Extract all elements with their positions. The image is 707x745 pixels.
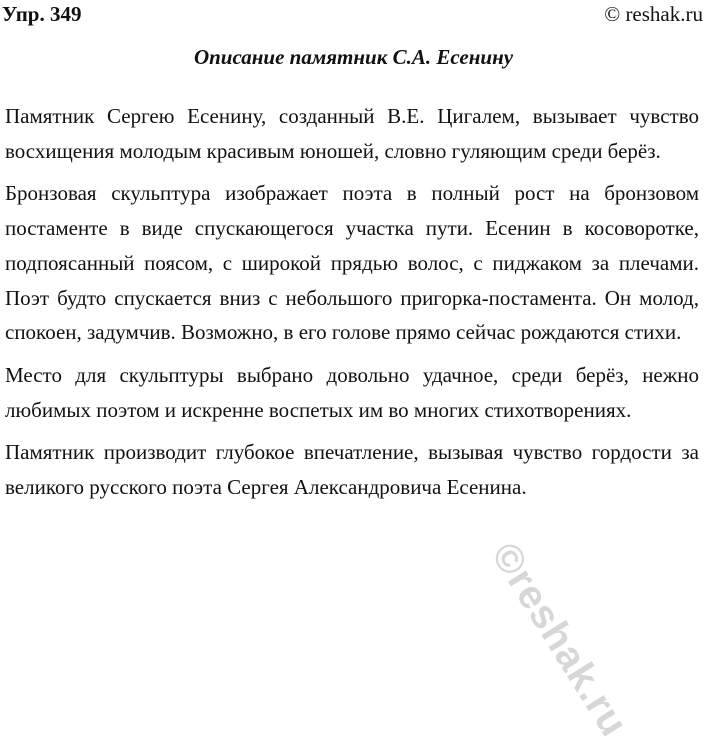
paragraph-3: Место для скульптуры выбрано довольно удачное, среди берёз, нежно любимых поэтом и искренне воспетых им во многих стихотворениях. xyxy=(5,362,699,422)
document-body xyxy=(5,99,699,513)
exercise-label: Упр. 349 xyxy=(2,2,82,26)
page-title: Описание памятник С.А. Есенину xyxy=(193,45,514,69)
site-label[interactable]: © reshak.ru xyxy=(604,2,703,26)
paragraph-4: Памятник производит глубокое впечатление, вызывая чувство гордости за великого русского поэта Сергея Александровича Есенина. xyxy=(5,440,699,500)
paragraph-1: Памятник Сергею Есенину, созданный В.Е. Цигалем, вызывает чувство восхищения молодым красивым юношей, словно гуляющим среди берёз. xyxy=(5,104,699,163)
watermark: ©reshak.ru xyxy=(482,535,637,745)
paragraph-2: Бронзовая скульптура изображает поэта в полный рост на бронзовом постаменте в виде спускающегося участка пути. Есенин в косоворотке, подпоясанный поясом, с широкой прядью волос, с пиджаком за плечами. Поэт будто спускается вниз с небольшого пригорка-постамента. Он молод, спокоен, задумчив. Возможно, в его голове прямо сейчас рождаются стихи. xyxy=(5,181,699,345)
